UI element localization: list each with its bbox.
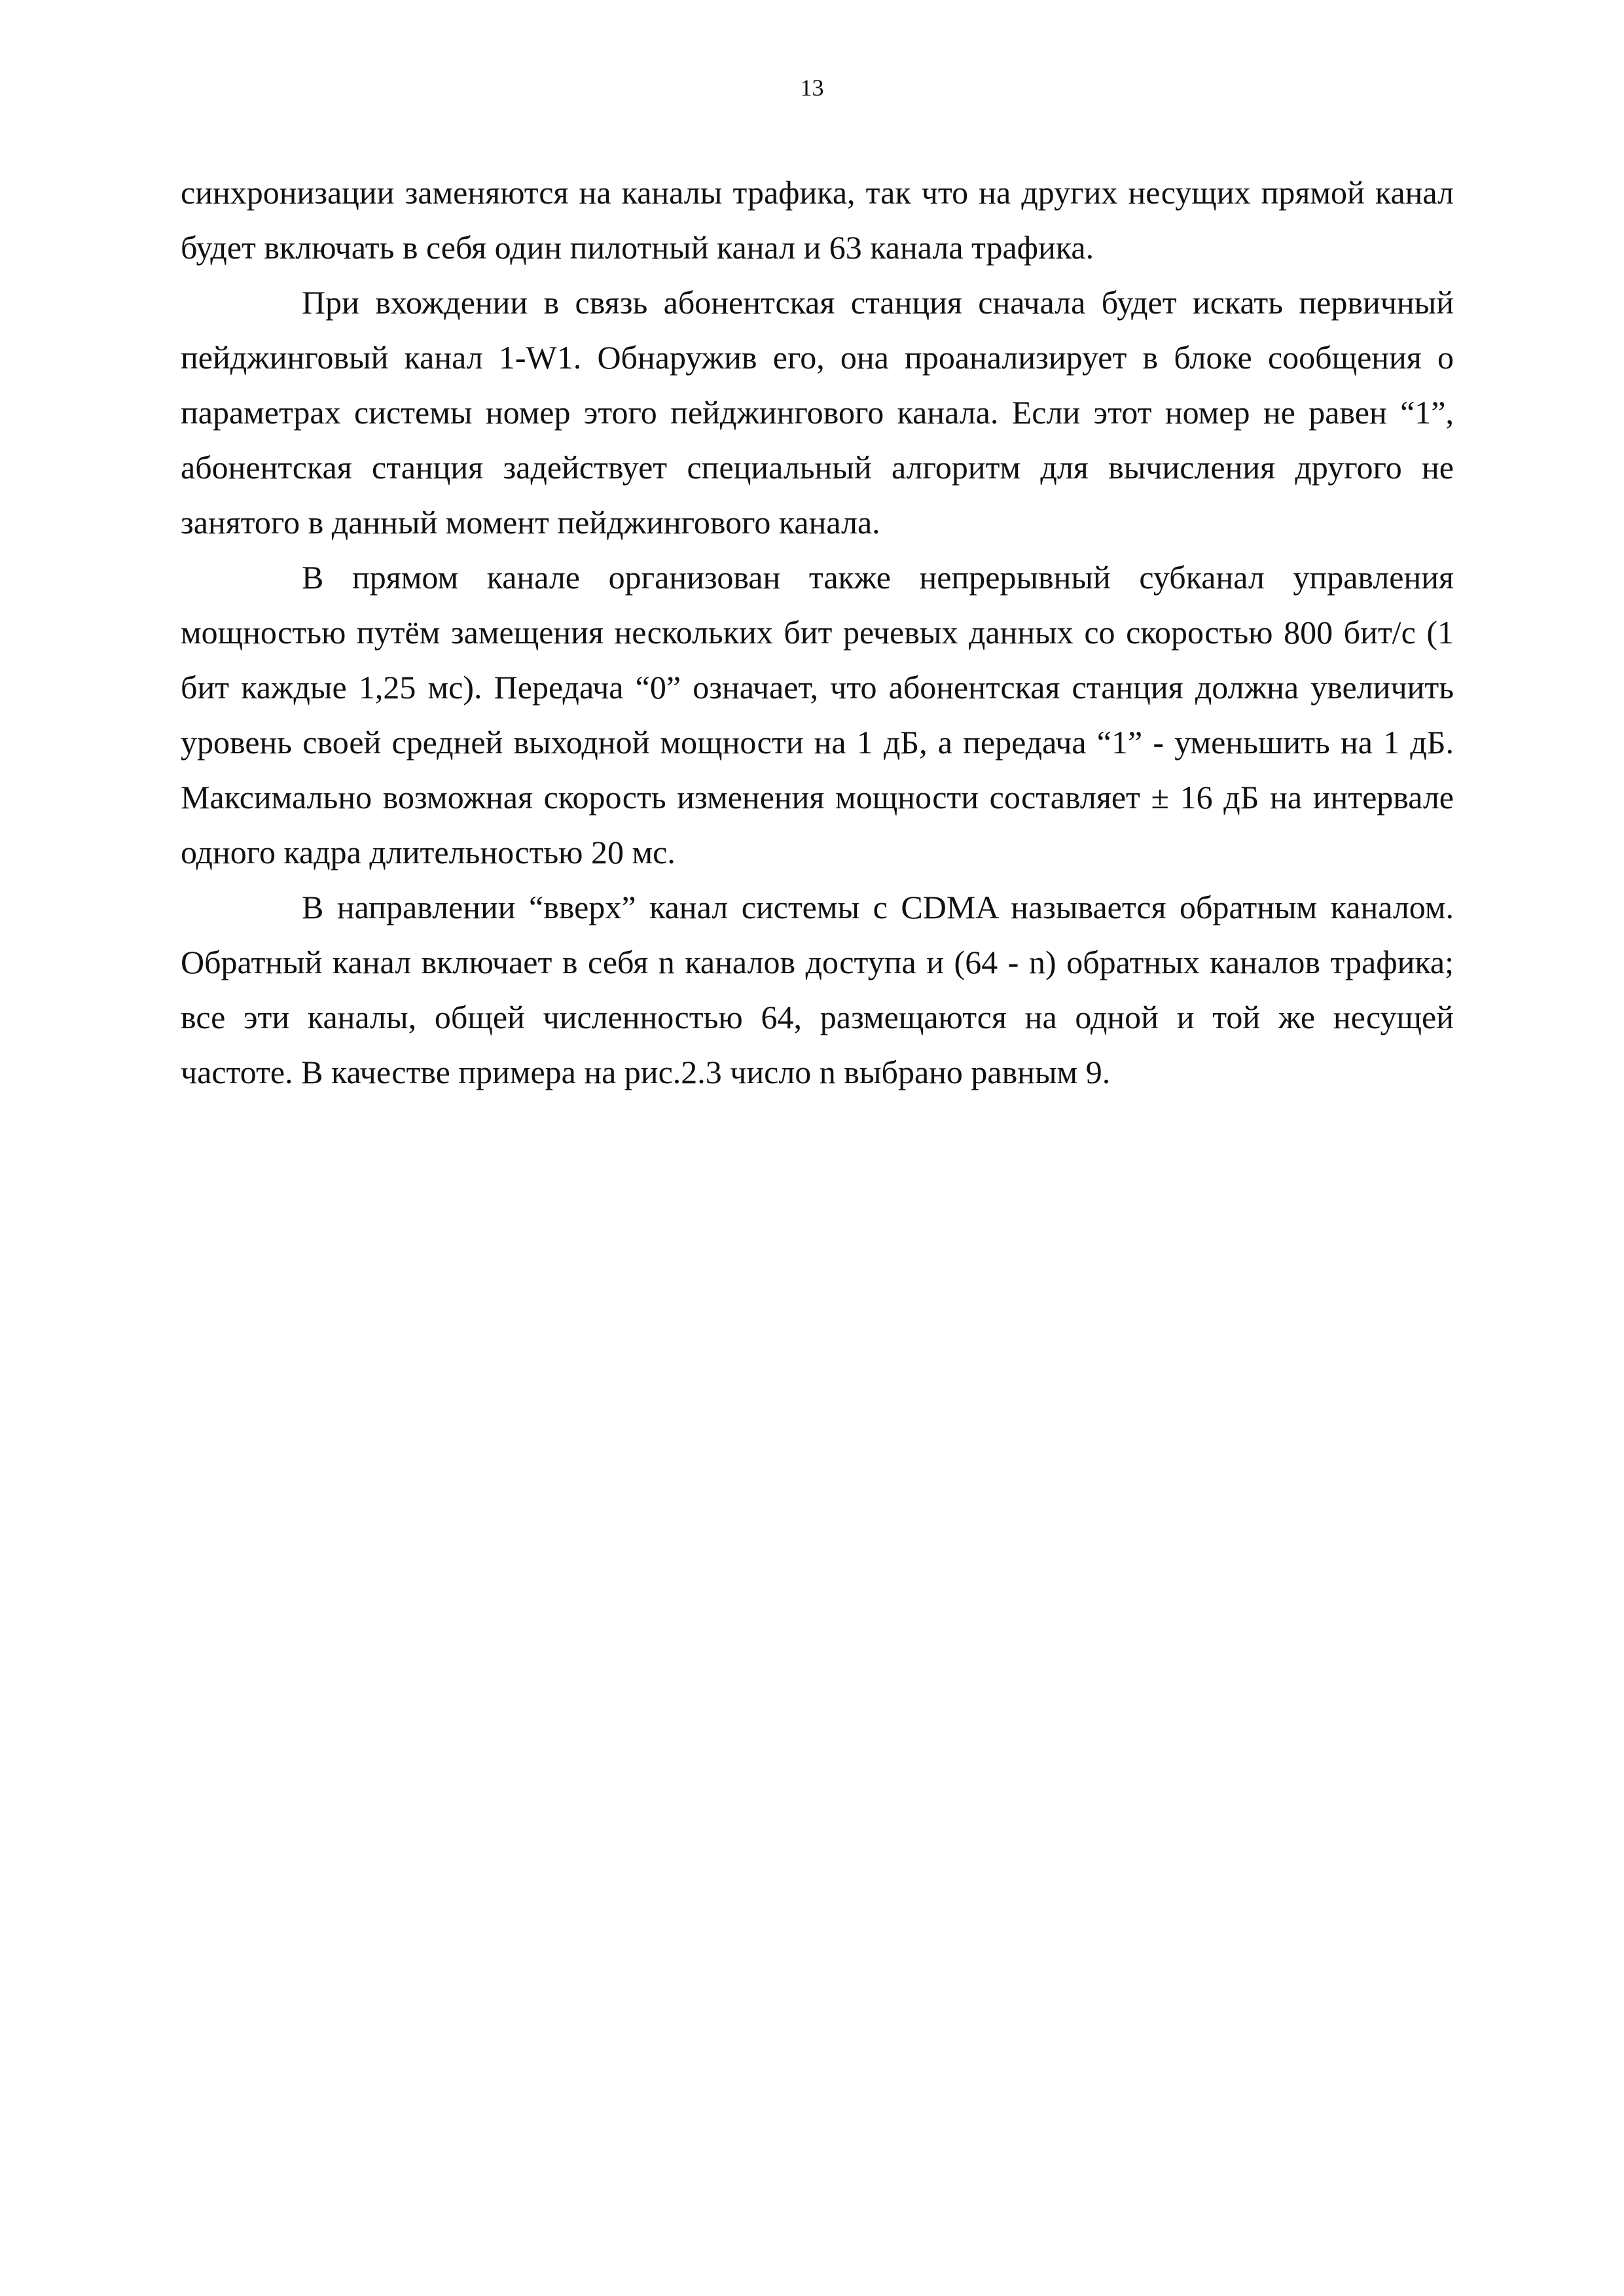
paragraph-continuation: синхронизации заменяются на каналы трафика, так что на других несущих прямой канал будет включать в себя один пилотный канал и 63 канала трафика. — [181, 174, 1454, 266]
paragraph-paging-channel: При вхождении в связь абонентская станция сначала будет искать первичный пейджинговый канал 1-W1. Обнаружив его, она проанализирует в блоке сообщения о параметрах системы номер этого пейджингового канала. Если этот номер не равен “1”, абонентская станция задействует специальный алгоритм для вычисления другого не занятого в данный момент пейджингового канала. — [181, 284, 1454, 541]
paragraph-power-control: В прямом канале организован также непрерывный субканал управления мощностью путём замещения нескольких бит речевых данных со скоростью 800 бит/с (1 бит каждые 1,25 мс). Передача “0” означает, что абонентская станция должна увеличить уровень своей средней выходной мощности на 1 дБ, а передача “1” - уменьшить на 1 дБ. Максимально возможная скорость изменения мощности составляет ± 16 дБ на интервале одного кадра длительностью 20 мс. — [181, 559, 1454, 870]
page-number: 13 — [800, 75, 824, 101]
paragraph-reverse-channel: В направлении “вверх” канал системы с CDMA называется обратным каналом. Обратный канал включает в себя n каналов доступа и (64 - n) обратных каналов трафика; все эти каналы, общей численностью 64, размещаются на одной и той же несущей частоте. В качестве примера на рис.2.3 число n выбрано равным 9. — [181, 889, 1454, 1090]
document-body — [181, 165, 1454, 1100]
